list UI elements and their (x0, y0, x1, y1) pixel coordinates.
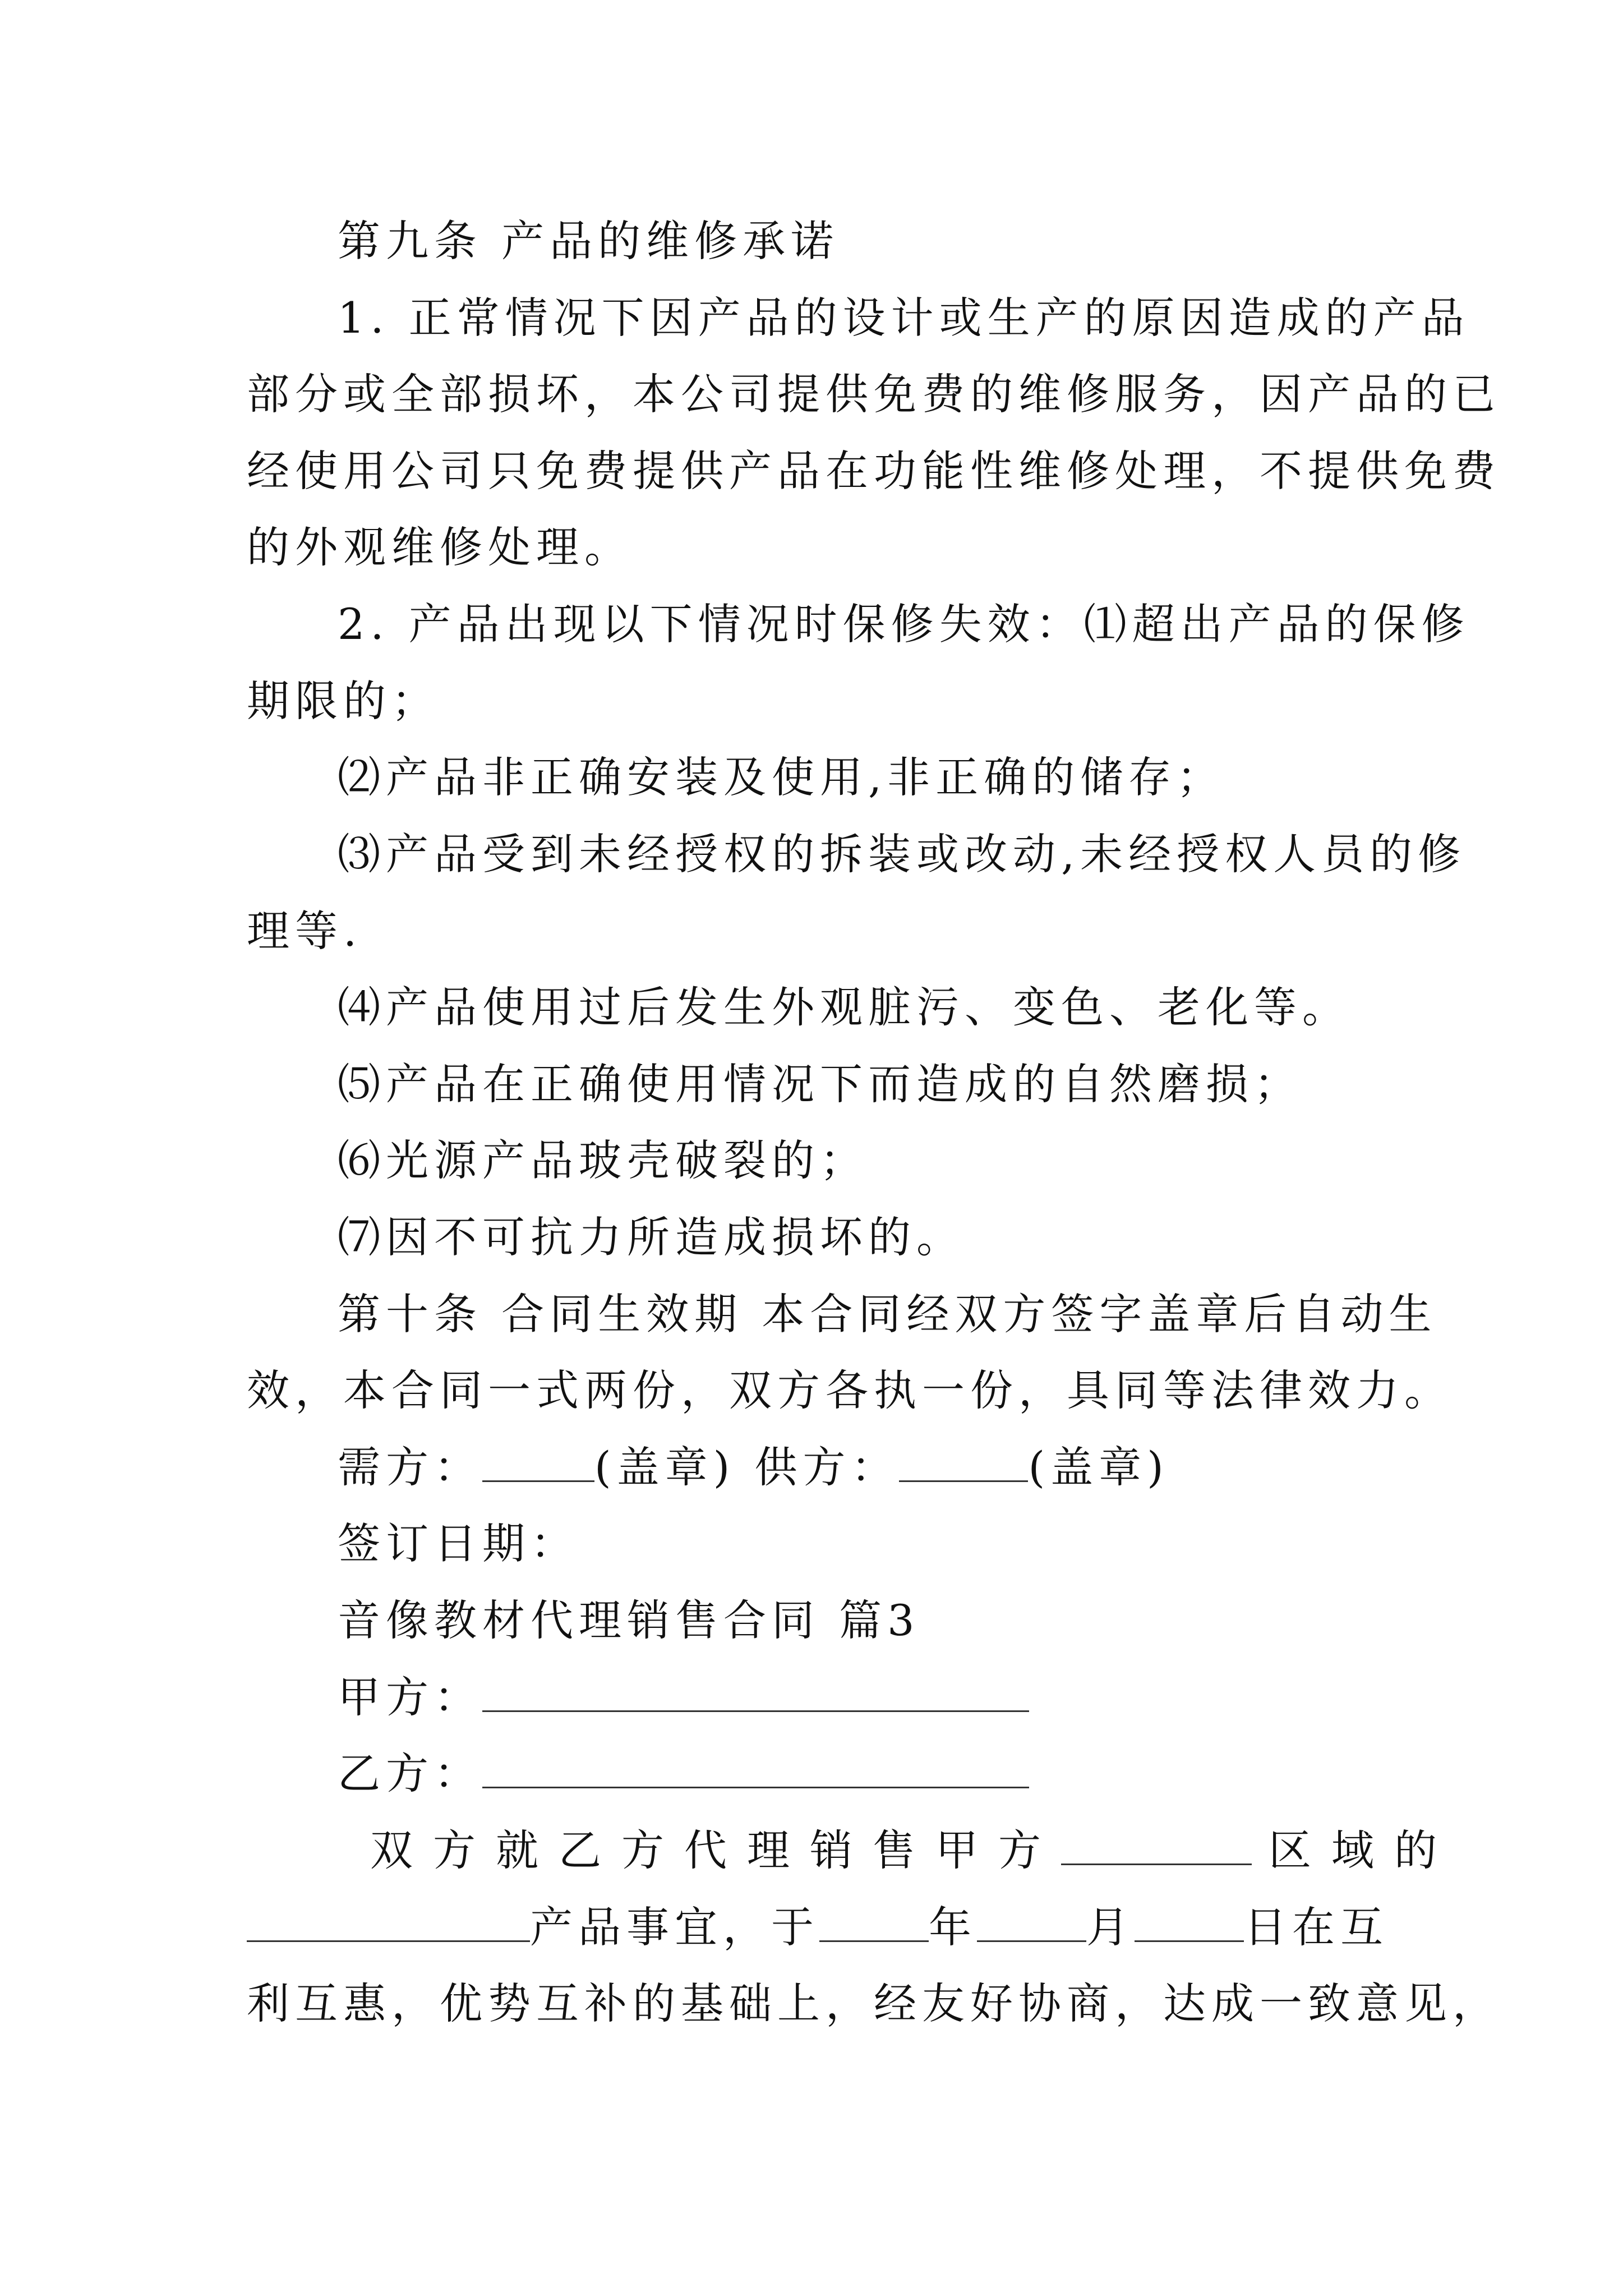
region-blank[interactable] (1061, 1824, 1252, 1865)
month-blank[interactable] (977, 1901, 1086, 1942)
day-label: 日在互 (1244, 1902, 1389, 1952)
list-item: ⑸产品在正确使用情况下而造成的自然磨损； (338, 1059, 1302, 1109)
year-blank[interactable] (819, 1901, 929, 1942)
paragraph-line: 期限的； (247, 676, 440, 726)
party-a-blank[interactable] (482, 1671, 1029, 1712)
buyer-blank[interactable] (482, 1441, 594, 1482)
article-9-heading: 第九条 产品的维修承诺 (338, 216, 840, 266)
article-10-line: 第十条 合同生效期 本合同经双方签字盖章后自动生 (338, 1289, 1437, 1339)
paragraph-line: 理等. (247, 906, 363, 956)
product-blank[interactable] (247, 1901, 530, 1942)
list-item: ⑺因不可抗力所造成损坏的。 (338, 1212, 965, 1262)
agreement-line (0, 1888, 1623, 1967)
list-item: ⑷产品使用过后发生外观脏污、变色、老化等。 (338, 982, 1350, 1032)
signature-line (0, 1428, 1623, 1507)
seal-label: (盖章) (1028, 1442, 1169, 1492)
month-label: 月 (1086, 1902, 1135, 1952)
region-text: 区域的 (1269, 1825, 1457, 1875)
party-a-label: 甲方： (338, 1672, 482, 1722)
sign-date-label: 签订日期： (338, 1519, 579, 1568)
paragraph-line: 利互惠，优势互补的基础上，经友好协商，达成一致意见， (247, 1978, 1501, 2028)
list-item: ⑹光源产品玻壳破裂的； (338, 1135, 868, 1185)
paragraph-line: 2. 产品出现以下情况时保修失效：⑴超出产品的保修 (338, 599, 1470, 649)
paragraph-line: 部分或全部损坏，本公司提供免费的维修服务，因产品的已 (247, 369, 1501, 419)
supplier-blank[interactable] (899, 1441, 1028, 1482)
list-item: ⑶产品受到未经授权的拆装或改动,未经授权人员的修 (338, 829, 1467, 879)
agreement-text: 双方就乙方代理销售甲方 (370, 1825, 1061, 1875)
buyer-label: 需方： (338, 1442, 482, 1492)
section-title: 音像教材代理销售合同 篇3 (338, 1595, 920, 1645)
party-b-label: 乙方： (338, 1749, 482, 1798)
paragraph-line: 效，本合同一式两份，双方各执一份，具同等法律效力。 (247, 1365, 1453, 1415)
product-text: 产品事宜，于 (530, 1902, 819, 1952)
party-b-blank[interactable] (482, 1747, 1029, 1788)
party-b-line (0, 1734, 1623, 1813)
year-label: 年 (929, 1902, 977, 1952)
day-blank[interactable] (1135, 1901, 1244, 1942)
paragraph-line: 1. 正常情况下因产品的设计或生产的原因造成的产品 (338, 293, 1470, 343)
agreement-line (370, 1811, 1457, 1890)
seal-supplier-label: (盖章) 供方： (594, 1442, 900, 1492)
paragraph-line: 的外观维修处理。 (247, 522, 633, 572)
party-a-line (0, 1658, 1623, 1737)
list-item: ⑵产品非正确安装及使用,非正确的储存； (338, 752, 1225, 802)
paragraph-line: 经使用公司只免费提供产品在功能性维修处理，不提供免费 (247, 446, 1501, 496)
